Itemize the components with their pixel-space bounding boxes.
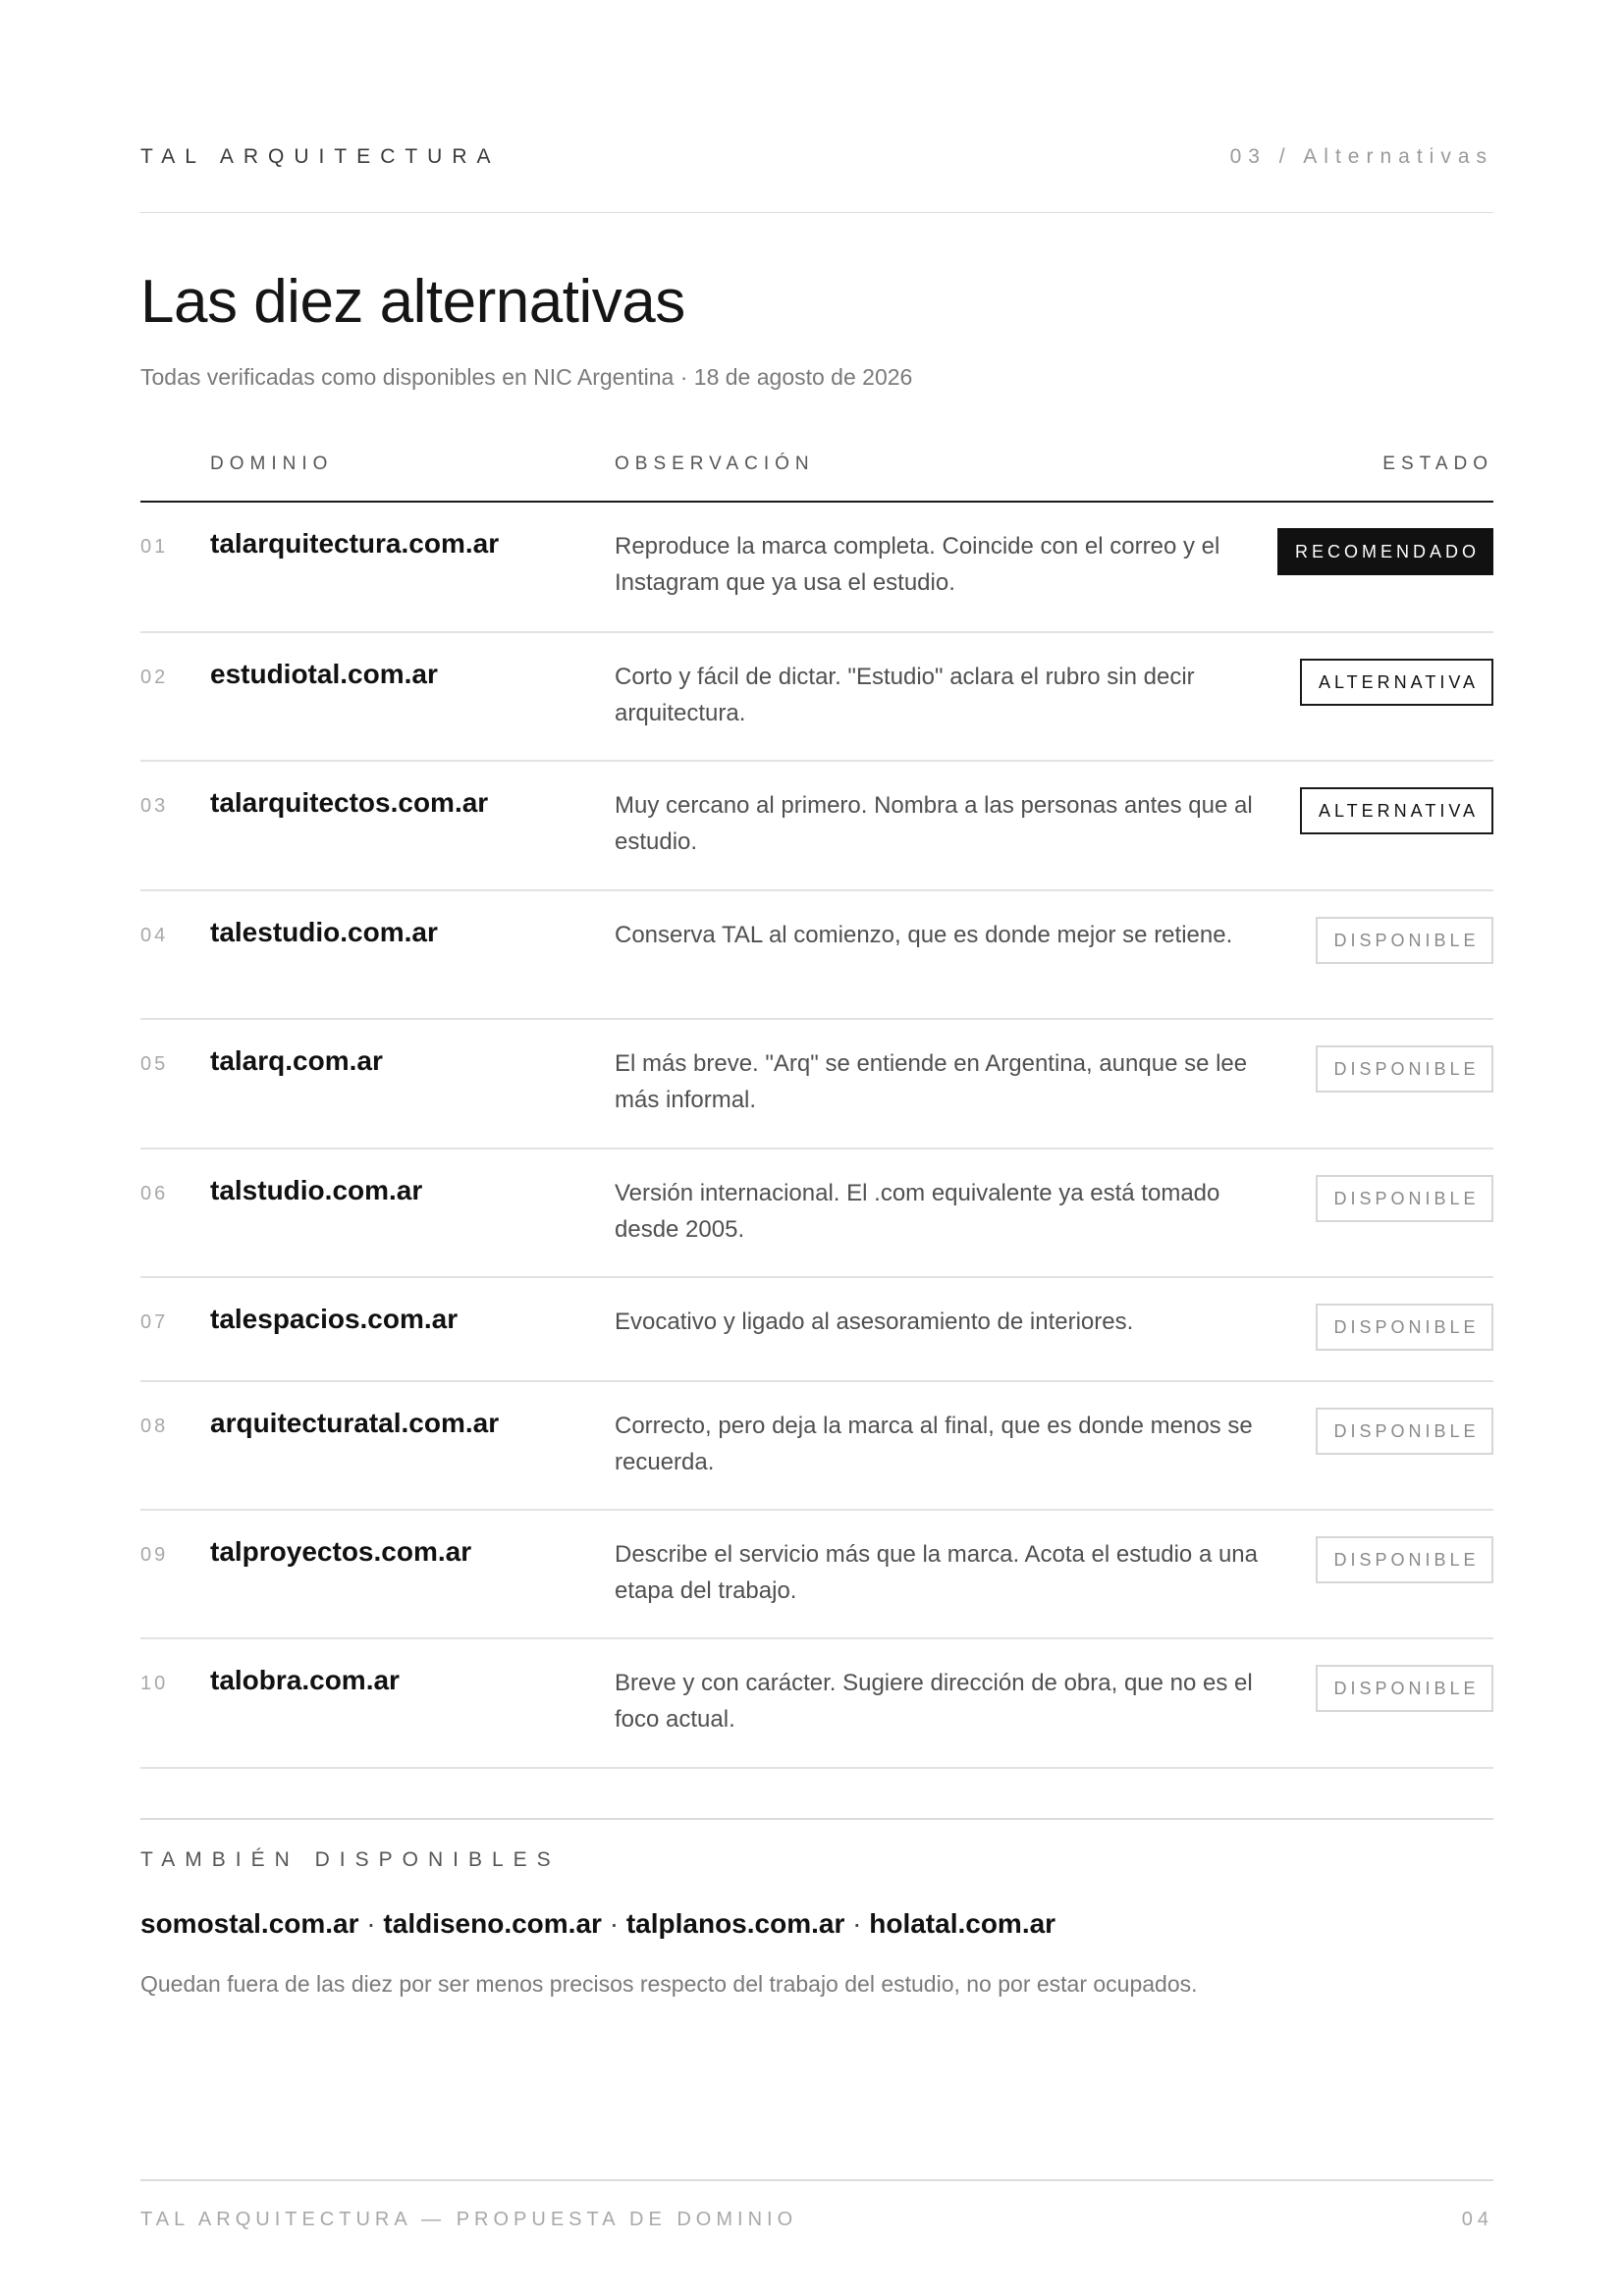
table-row [140, 1278, 1493, 1382]
row-observation: Corto y fácil de dictar. "Estudio" aclara el rubro sin decir arquitectura. [615, 664, 1195, 726]
domain-separator: · [844, 1908, 870, 1939]
row-number: 03 [140, 795, 169, 817]
row-observation: Conserva TAL al comienzo, que es donde mejor se retiene. [615, 922, 1233, 948]
table-body [140, 503, 1493, 1769]
row-number: 02 [140, 667, 169, 688]
domain-separator: · [601, 1908, 626, 1939]
table-header [140, 444, 1493, 503]
also-available-title: TAMBIÉN DISPONIBLES [140, 1848, 561, 1871]
also-divider [140, 1818, 1493, 1820]
also-domain: holatal.com.ar [869, 1908, 1056, 1939]
row-domain: talarquitectura.com.ar [210, 528, 500, 559]
status-badge: DISPONIBLE [1316, 917, 1493, 964]
row-domain: talestudio.com.ar [210, 917, 438, 947]
header-divider [140, 212, 1493, 213]
section-label: 03 / Alternativas [1229, 145, 1493, 168]
row-number: 08 [140, 1415, 169, 1437]
page-number: 04 [1461, 2209, 1493, 2230]
status-badge: DISPONIBLE [1316, 1304, 1493, 1351]
row-observation: Versión internacional. El .com equivalente ya está tomado desde 2005. [615, 1180, 1220, 1243]
also-domain: taldiseno.com.ar [383, 1908, 602, 1939]
row-domain: talespacios.com.ar [210, 1304, 459, 1334]
row-observation: Describe el servicio más que la marca. Acota el estudio a una etapa del trabajo. [615, 1541, 1258, 1604]
footer-divider [140, 2179, 1493, 2181]
row-observation: Correcto, pero deja la marca al final, que es donde menos se recuerda. [615, 1413, 1253, 1475]
row-domain: talstudio.com.ar [210, 1175, 423, 1205]
status-badge: ALTERNATIVA [1300, 787, 1493, 834]
row-domain: talproyectos.com.ar [210, 1536, 472, 1567]
row-number: 04 [140, 925, 169, 946]
footer-label: TAL ARQUITECTURA — PROPUESTA DE DOMINIO [140, 2209, 798, 2230]
also-domain: talplanos.com.ar [625, 1908, 845, 1939]
table-row [140, 1639, 1493, 1769]
row-domain: talarquitectos.com.ar [210, 787, 489, 818]
page-title: Las diez alternativas [140, 268, 685, 336]
row-domain: talarq.com.ar [210, 1045, 383, 1076]
row-domain: arquitecturatal.com.ar [210, 1408, 500, 1438]
table-row [140, 1149, 1493, 1278]
table-row [140, 633, 1493, 762]
row-domain: estudiotal.com.ar [210, 659, 438, 689]
domain-table [140, 444, 1493, 1769]
status-badge: DISPONIBLE [1316, 1665, 1493, 1712]
row-observation: El más breve. "Arq" se entiende en Argentina, aunque se lee más informal. [615, 1050, 1248, 1113]
table-row [140, 503, 1493, 633]
row-observation: Breve y con carácter. Sugiere dirección de obra, que no es el foco actual. [615, 1670, 1253, 1733]
also-available-note: Quedan fuera de las diez por ser menos precisos respecto del trabajo del estudio, no por estar ocupados. [140, 1971, 1198, 1997]
row-number: 07 [140, 1311, 169, 1333]
row-observation: Reproduce la marca completa. Coincide con el correo y el Instagram que ya usa el estudio. [615, 533, 1220, 596]
brand-name: TAL ARQUITECTURA [140, 145, 501, 168]
also-domain: somostal.com.ar [140, 1908, 359, 1939]
status-badge: DISPONIBLE [1316, 1408, 1493, 1455]
table-row [140, 1382, 1493, 1511]
row-number: 06 [140, 1183, 169, 1204]
row-number: 05 [140, 1053, 169, 1075]
status-badge: RECOMENDADO [1277, 528, 1493, 575]
domain-separator: · [358, 1908, 384, 1939]
page-subtitle: Todas verificadas como disponibles en NIC Argentina · 18 de agosto de 2026 [140, 364, 913, 390]
status-badge: DISPONIBLE [1316, 1045, 1493, 1093]
status-badge: DISPONIBLE [1316, 1175, 1493, 1222]
column-header-status: ESTADO [1382, 454, 1493, 474]
table-row [140, 762, 1493, 891]
status-badge: ALTERNATIVA [1300, 659, 1493, 706]
row-number: 01 [140, 536, 169, 558]
table-row [140, 1511, 1493, 1639]
column-header-domain: DOMINIO [210, 454, 334, 474]
status-badge: DISPONIBLE [1316, 1536, 1493, 1583]
table-row [140, 891, 1493, 1020]
also-available-domains [140, 1908, 1055, 1940]
row-domain: talobra.com.ar [210, 1665, 400, 1695]
column-header-observation: OBSERVACIÓN [615, 454, 815, 474]
running-header [140, 145, 1493, 175]
row-observation: Muy cercano al primero. Nombra a las personas antes que al estudio. [615, 792, 1253, 855]
document-page [140, 0, 1493, 2296]
row-number: 09 [140, 1544, 169, 1566]
table-row [140, 1020, 1493, 1149]
row-number: 10 [140, 1673, 169, 1694]
row-observation: Evocativo y ligado al asesoramiento de interiores. [615, 1308, 1134, 1335]
